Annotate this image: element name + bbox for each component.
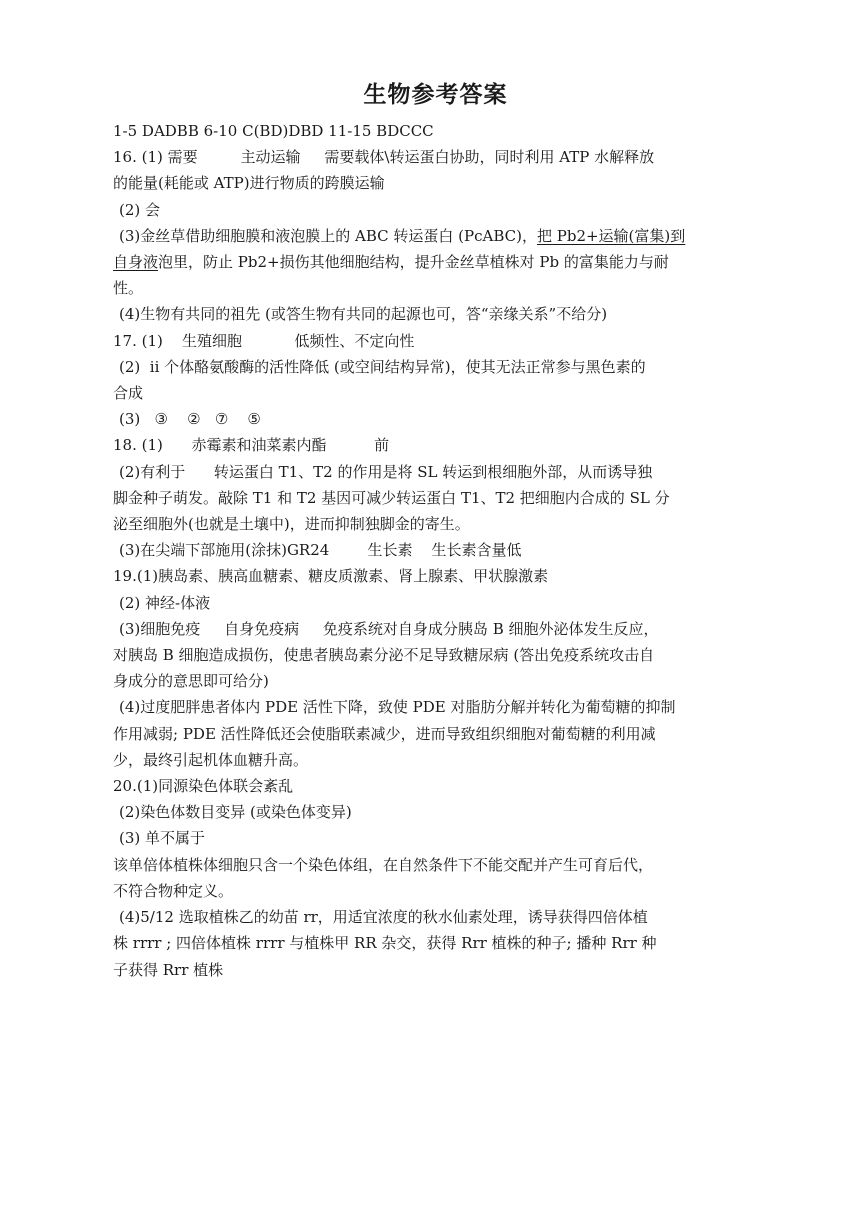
answer-line-16-4: (4)生物有共同的祖先 (或答生物有共同的起源也可，答“亲缘关系”不给分) (119, 305, 608, 324)
answer-line-19-4-cont: 作用减弱; PDE 活性降低还会使脂联素减少，进而导致组织细胞对葡萄糖的利用减 (113, 724, 656, 743)
answer-line-19-3: (3)细胞免疫 自身免疫病 免疫系统对自身成分胰岛 B 细胞外泌体发生反应， (119, 619, 659, 638)
answer-line-20-4: (4)5/12 选取植株乙的幼苗 rr，用适宜浓度的秋水仙素处理，诱导获得四倍体植 (119, 908, 648, 927)
answer-line-16-1-cont: 的能量(耗能或 ATP)进行物质的跨膜运输 (113, 174, 385, 193)
answer-line-19-2: (2) 神经-体液 (119, 593, 211, 612)
answer-text: 泡里，防止 Pb2+损伤其他细胞结构，提升金丝草植株对 Pb 的富集能力与耐 (158, 253, 669, 272)
answer-line-20-3-end: 不符合物种定义。 (113, 881, 234, 900)
answer-line-18-2-cont: 脚金种子萌发。敲除 T1 和 T2 基因可减少转运蛋白 T1、T2 把细胞内合成的 SL 分 (113, 488, 670, 507)
answer-line-18-2-end: 泌至细胞外(也就是土壤中)，进而抑制独脚金的寄生。 (113, 515, 470, 534)
answer-document (113, 78, 758, 983)
answer-line-19-4-end: 少，最终引起机体血糖升高。 (113, 750, 309, 769)
answer-line-20-2: (2)染色体数目变异 (或染色体变异) (119, 803, 352, 822)
answer-line-19-1: 19.(1)胰岛素、胰高血糖素、糖皮质激素、肾上腺素、甲状腺激素 (113, 567, 549, 586)
underlined-text: 自身液 (113, 253, 159, 272)
answer-line-17-3: (3) ③ ② ⑦ ⑤ (119, 410, 261, 429)
answer-line-19-3-end: 身成分的意思即可给分) (113, 672, 269, 691)
answer-line-18-3: (3)在尖端下部施用(涂抹)GR24 生长素 生长素含量低 (119, 541, 522, 560)
answer-line-20-3-explain: 该单倍体植株体细胞只含一个染色体组，在自然条件下不能交配并产生可育后代， (113, 855, 654, 874)
answer-line-20-3: (3) 单不属于 (119, 829, 206, 848)
underlined-text: 把 Pb2+运输(富集)到 (536, 226, 686, 245)
answer-line-17-2: (2) ii 个体酪氨酸酶的活性降低 (或空间结构异常)，使其无法正常参与黑色素的 (119, 357, 646, 376)
answer-line-17-2-cont: 合成 (113, 384, 144, 403)
answer-text: (3)金丝草借助细胞膜和液泡膜上的 ABC 转运蛋白 (PcABC)， (119, 226, 537, 245)
answer-line-18-1: 18. (1) 赤霉素和油菜素内酯 前 (113, 436, 390, 455)
answer-line-19-4: (4)过度肥胖患者体内 PDE 活性下降，致使 PDE 对脂肪分解并转化为葡萄糖的抑制 (119, 698, 676, 717)
answer-line-18-2: (2)有利于 转运蛋白 T1、T2 的作用是将 SL 转运到根细胞外部，从而诱导独 (119, 462, 653, 481)
document-title: 生物参考答案 (363, 82, 508, 108)
answer-line-16-3-cont (113, 249, 758, 275)
answer-line-16-2: (2) 会 (119, 200, 161, 219)
answer-line-20-4-end: 子获得 Rrr 植株 (113, 960, 224, 979)
answer-line-mc: 1-5 DADBB 6-10 C(BD)DBD 11-15 BDCCC (113, 122, 434, 140)
answer-line-16-3-end: 性。 (113, 279, 144, 298)
answer-line-16-3 (113, 223, 758, 249)
answer-line-20-1: 20.(1)同源染色体联会紊乱 (113, 777, 294, 796)
answer-line-19-3-cont: 对胰岛 B 细胞造成损伤，使患者胰岛素分泌不足导致糖尿病 (答出免疫系统攻击自 (113, 646, 655, 665)
answer-line-20-4-cont: 株 rrrr ; 四倍体植株 rrrr 与植株甲 RR 杂交，获得 Rrr 植株的种子; 播种 Rrr 种 (113, 934, 657, 953)
answer-line-16-1: 16. (1) 需要 主动运输 需要载体\转运蛋白协助，同时利用 ATP 水解释放 (113, 148, 655, 167)
answer-line-17-1: 17. (1) 生殖细胞 低频性、不定向性 (113, 331, 415, 350)
